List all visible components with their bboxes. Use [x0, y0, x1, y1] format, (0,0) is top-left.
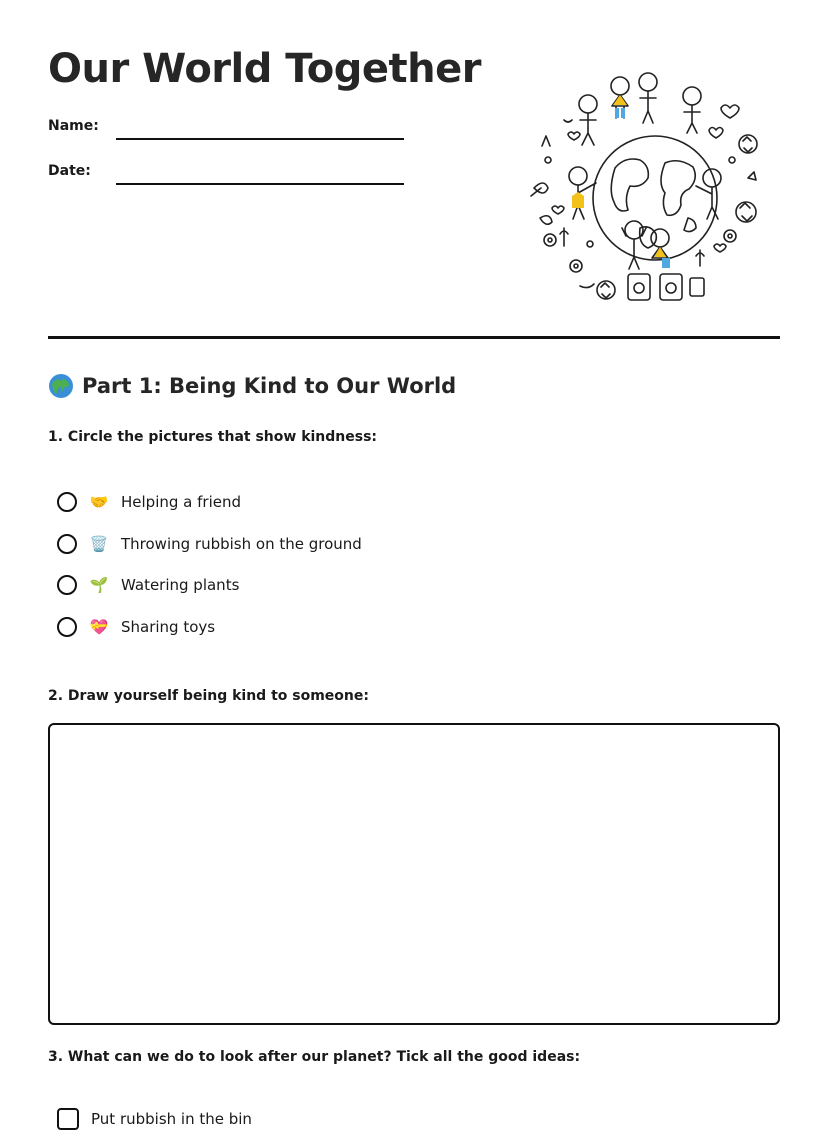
globe-icon — [48, 373, 74, 399]
wastebasket-icon: 🗑️ — [89, 535, 109, 553]
q3-option-1[interactable] — [57, 1108, 252, 1130]
drawing-area[interactable] — [48, 723, 780, 1025]
option-label: Watering plants — [121, 576, 240, 594]
question-2-prompt: 2. Draw yourself being kind to someone: — [48, 688, 369, 704]
option-label: Put rubbish in the bin — [91, 1110, 252, 1128]
part1-heading-text: Part 1: Being Kind to Our World — [82, 374, 457, 398]
date-label: Date: — [48, 163, 91, 179]
children-around-globe-illustration — [520, 68, 770, 308]
q1-option-sharing-toys[interactable] — [57, 617, 215, 637]
seedling-icon: 🌱 — [89, 576, 109, 594]
option-label: Sharing toys — [121, 618, 216, 636]
gift-heart-icon: 💝 — [89, 618, 109, 636]
name-input-line[interactable] — [116, 138, 404, 140]
radio-circle[interactable] — [57, 534, 77, 554]
question-1-prompt: 1. Circle the pictures that show kindness: — [48, 429, 378, 445]
q1-option-watering-plants[interactable] — [57, 575, 239, 595]
name-label: Name: — [48, 118, 99, 134]
option-label: Helping a friend — [121, 493, 241, 511]
option-label: Throwing rubbish on the ground — [121, 535, 362, 553]
radio-circle[interactable] — [57, 617, 77, 637]
handshake-icon: 🤝 — [89, 493, 109, 511]
section-divider — [48, 336, 780, 339]
date-input-line[interactable] — [116, 183, 404, 185]
q1-option-helping-friend[interactable] — [57, 492, 241, 512]
question-3-prompt: 3. What can we do to look after our planet? Tick all the good ideas: — [48, 1049, 581, 1065]
q1-option-throwing-rubbish[interactable] — [57, 534, 362, 554]
radio-circle[interactable] — [57, 575, 77, 595]
page-title: Our World Together — [48, 46, 481, 92]
radio-circle[interactable] — [57, 492, 77, 512]
part1-heading — [48, 373, 456, 399]
checkbox[interactable] — [57, 1108, 79, 1130]
